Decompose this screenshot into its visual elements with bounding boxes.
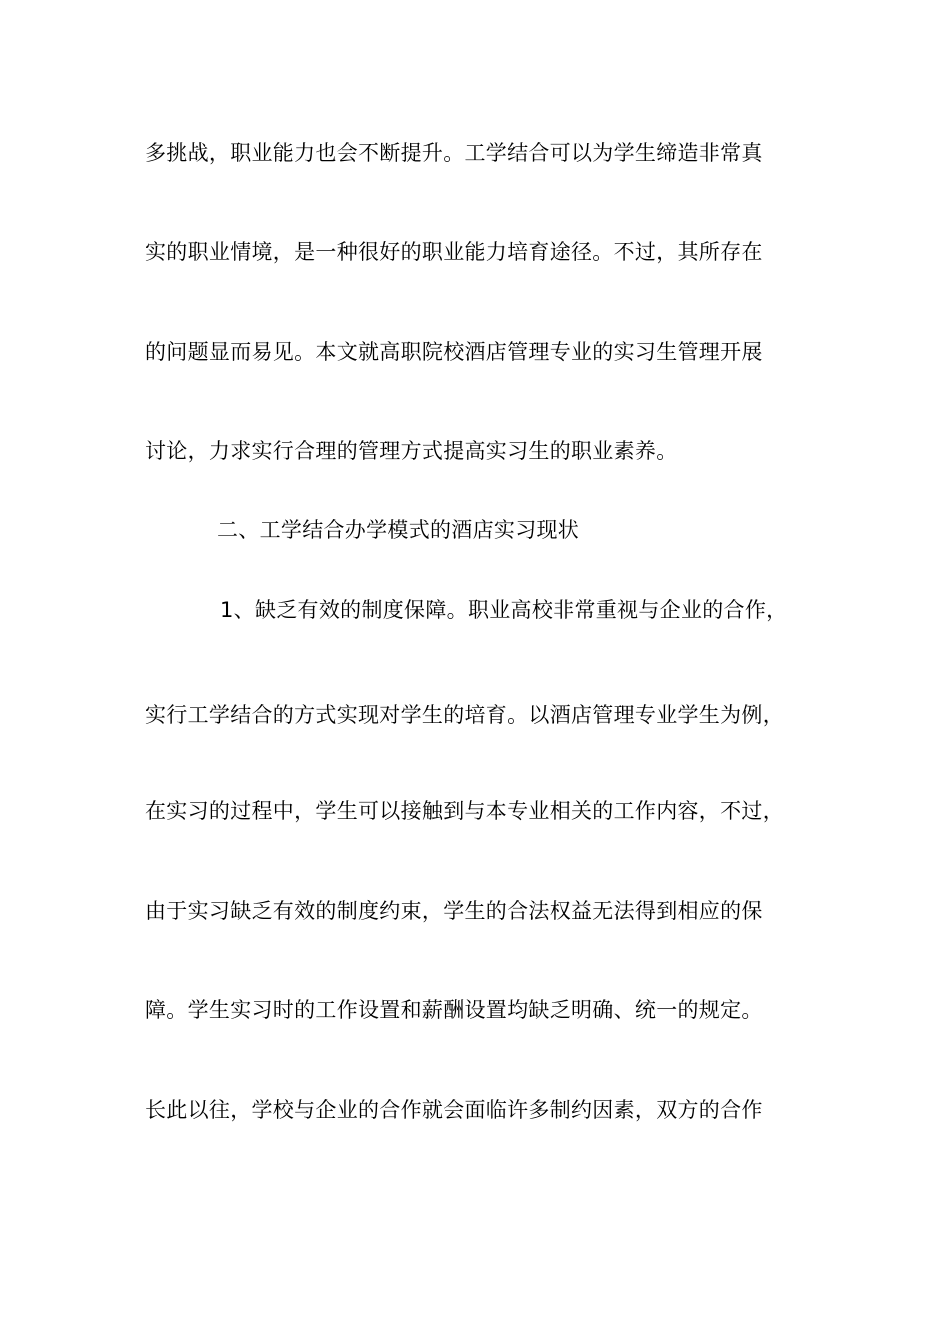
paragraph-line: 的问题显而易见。本文就高职院校酒店管理专业的实习生管理开展	[145, 340, 763, 364]
subsection-first-line: 1、缺乏有效的制度保障。职业高校非常重视与企业的合作，	[220, 598, 788, 622]
paragraph-line: 多挑战，职业能力也会不断提升。工学结合可以为学生缔造非常真	[145, 141, 763, 165]
paragraph-line: 由于实习缺乏有效的制度约束，学生的合法权益无法得到相应的保	[145, 899, 763, 923]
paragraph-line: 障。学生实习时的工作设置和薪酬设置均缺乏明确、统一的规定。	[145, 998, 763, 1022]
paragraph-line: 实行工学结合的方式实现对学生的培育。以酒店管理专业学生为例，	[145, 703, 784, 727]
paragraph-line: 长此以往，学校与企业的合作就会面临许多制约因素，双方的合作	[145, 1098, 763, 1122]
paragraph-line: 实的职业情境，是一种很好的职业能力培育途径。不过，其所存在	[145, 240, 763, 264]
paragraph-line: 在实习的过程中，学生可以接触到与本专业相关的工作内容，不过，	[145, 799, 784, 823]
paragraph-line: 讨论，力求实行合理的管理方式提高实习生的职业素养。	[145, 439, 678, 463]
section-heading: 二、工学结合办学模式的酒店实习现状	[217, 518, 580, 542]
